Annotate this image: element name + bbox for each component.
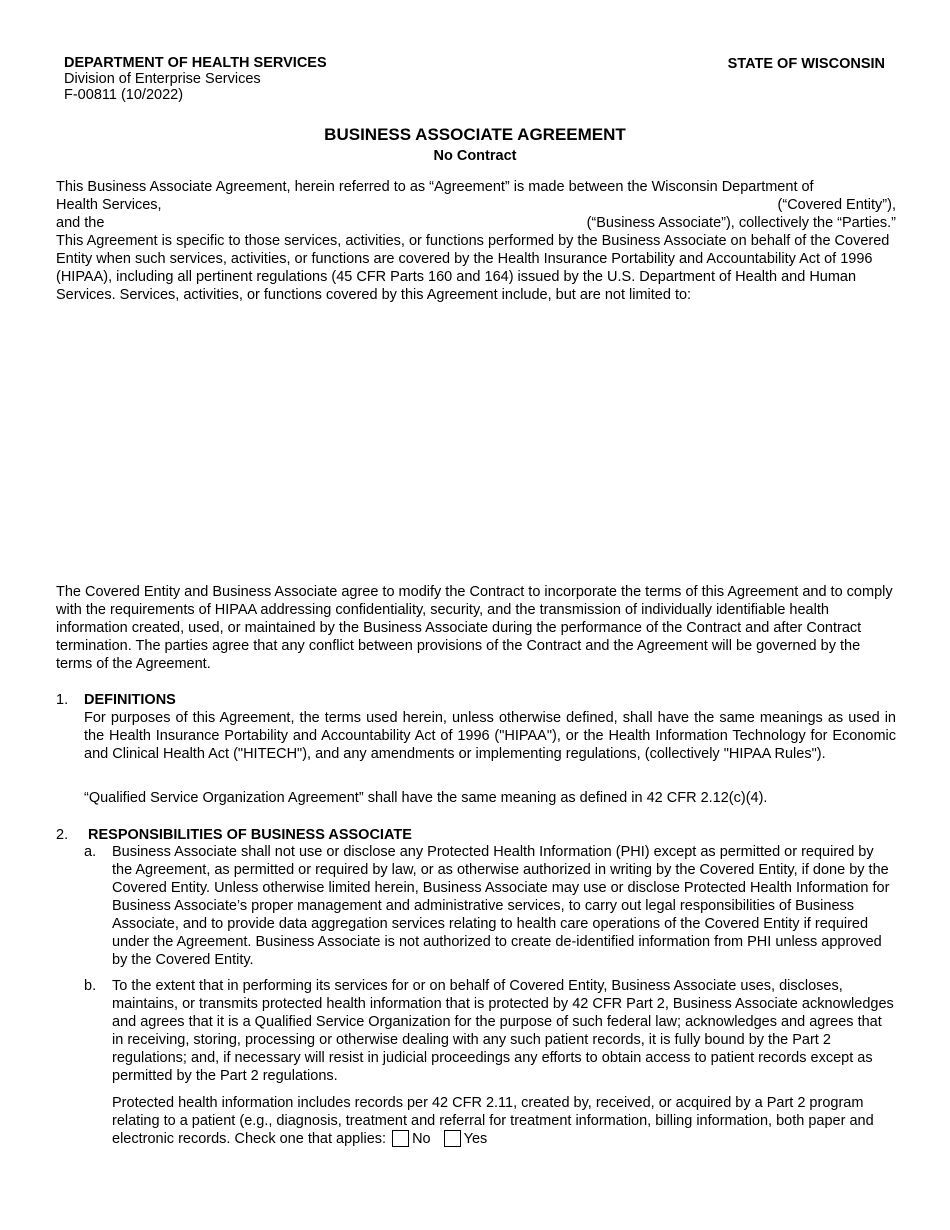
form-id: F-00811 (10/2022) xyxy=(64,87,184,103)
intro-line-3-left: and the xyxy=(56,215,105,231)
item-a-text: Business Associate shall not use or disclose any Protected Health Information (PHI) except as permitted or required by the Agreement, as permitted or required by law, or as otherwise authorized in writing by the Covered Entity, if done by the Covered Entity. Unless otherwise limited herein, Business Associate may use or disclose Protected Health Information for Business Associate’s proper management and administrative services, to carry out legal responsibilities of Business Associate, and to provide data aggregation services relating to health care operations of the Covered Entity if required under the Agreement. Business Associate is not authorized to create de-identified information from PHI unless approved by the Covered Entity. xyxy=(112,844,890,968)
item-b-text: To the extent that in performing its services for or on behalf of Covered Entity, Business Associate uses, discloses, maintains, or transmits protected health information that is protected by 42 CFR Part 2, Business Associate acknowledges and agrees that it is a Qualified Service Organization for the purpose of such federal law; acknowledges and agrees that in receiving, storing, processing or otherwise dealing with any such patient records, it is fully bound by the Part 2 regulations; and, if necessary will resist in judicial proceedings any efforts to obtain access to patient records except as permitted by the Part 2 regulations. xyxy=(112,978,894,1084)
intro-rest: This Agreement is specific to those services, activities, or functions performed by the Business Associate on behalf of the Covered Entity when such services, activities, or functions are covered by the Health Insurance Portability and Accountability Act of 1996 (HIPAA), including all pertinent regulations (45 CFR Parts 160 and 164) issued by the U.S. Department of Health and Human Services. Services, activities, or functions covered by this Agreement include, but are not limited to: xyxy=(56,233,890,303)
document-title: BUSINESS ASSOCIATE AGREEMENT xyxy=(324,125,626,144)
section1-number: 1. xyxy=(56,692,69,708)
modify-paragraph: The Covered Entity and Business Associate agree to modify the Contract to incorporate the terms of this Agreement and to comply with the requirements of HIPAA addressing confidentiality, security, and the transmission of individually identifiable health information created, used, or maintained by the Business Associate during the performance of the Contract and after Contract termination. The parties agree that any conflict between provisions of the Contract and the Agreement will be governed by the terms of the Agreement. xyxy=(56,584,893,672)
covered-entity-field[interactable] xyxy=(172,196,762,212)
yes-checkbox[interactable] xyxy=(444,1130,461,1147)
agency-header xyxy=(64,55,327,103)
no-checkbox[interactable] xyxy=(392,1130,409,1147)
intro-paragraph xyxy=(56,178,896,304)
intro-line-1: This Business Associate Agreement, herein referred to as “Agreement” is made between the Wisconsin Department of xyxy=(56,179,814,195)
qsoa-definition: “Qualified Service Organization Agreement” shall have the same meaning as defined in 42 CFR 2.12(c)(4). xyxy=(84,790,768,806)
department-name: DEPARTMENT OF HEALTH SERVICES xyxy=(64,55,327,71)
part2-records-paragraph xyxy=(112,1094,896,1148)
business-associate-name-field[interactable] xyxy=(116,214,556,230)
no-option-label: No xyxy=(412,1131,431,1147)
services-description-field[interactable] xyxy=(56,320,894,575)
definitions-paragraph: For purposes of this Agreement, the terms used herein, unless otherwise defined, shall have the same meanings as used in the Health Insurance Portability and Accountability Act of 1996 ("HIPAA"), or the Health Information Technology for Economic and Clinical Health Act ("HITECH"), and any amendments or implementing regulations, (collectively "HIPAA Rules"). xyxy=(84,710,896,762)
section1-title: DEFINITIONS xyxy=(84,692,176,708)
section2-title: RESPONSIBILITIES OF BUSINESS ASSOCIATE xyxy=(88,827,412,843)
section2-number: 2. xyxy=(56,827,69,843)
item-b-label: b. xyxy=(84,978,97,994)
intro-line-2-right: (“Covered Entity”), xyxy=(777,197,896,213)
part2-records-text: Protected health information includes records per 42 CFR 2.11, created by, received, or acquired by a Part 2 program relating to a patient (e.g., diagnosis, treatment and referral for treatment information, billing information, both paper and electronic records. Check one that applies: xyxy=(112,1095,874,1147)
intro-line-3-right: (“Business Associate”), collectively the “Parties.” xyxy=(586,215,896,231)
document-subtitle: No Contract xyxy=(433,148,517,164)
division-name: Division of Enterprise Services xyxy=(64,71,261,87)
intro-line-2-left: Health Services, xyxy=(56,197,162,213)
yes-option-label: Yes xyxy=(463,1131,488,1147)
item-a-label: a. xyxy=(84,844,97,860)
state-name: STATE OF WISCONSIN xyxy=(727,56,885,72)
